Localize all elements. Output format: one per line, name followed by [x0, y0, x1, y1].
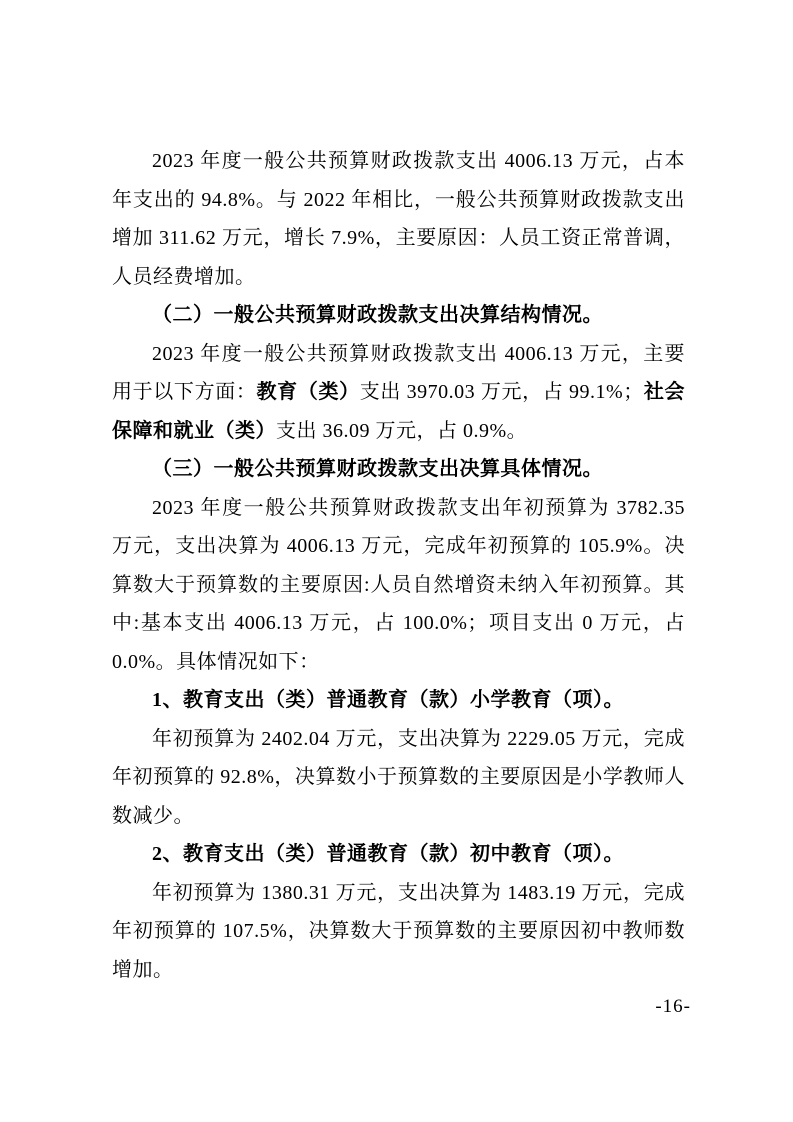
category-social-security-label: 社会保障和就业（类） — [112, 381, 686, 442]
section-heading-detail: （三）一般公共预算财政拨款支出决算具体情况。 — [152, 458, 603, 480]
document-body — [112, 142, 685, 989]
item-heading-junior-education: 2、教育支出（类）普通教育（款）初中教育（项）。 — [152, 843, 624, 865]
category-education-label: 教育（类） — [256, 381, 360, 403]
text-segment: 支出 36.09 万元，占 0.9%。 — [276, 419, 528, 442]
text-segment: 支出 3970.03 万元，占 99.1%； — [359, 381, 644, 403]
item-heading-primary-education: 1、教育支出（类）普通教育（款）小学教育（项）。 — [152, 689, 624, 711]
text-segment: 2023 年度一般公共预算财政拨款支出 4006.13 万元，主要用于以下方面： — [112, 342, 685, 403]
section-heading-structure: （二）一般公共预算财政拨款支出决算结构情况。 — [152, 304, 603, 326]
paragraph-expenditure-overview: 2023 年度一般公共预算财政拨款支出 4006.13 万元，占本年支出的 94.8%。与 2022 年相比，一般公共预算财政拨款支出增加 311.62 万元，增长 7.9%，主要原因：人员工资正常普调，人员经费增加。 — [112, 150, 685, 288]
paragraph-expenditure-structure — [112, 335, 685, 451]
paragraph-primary-education-detail: 年初预算为 2402.04 万元，支出决算为 2229.05 万元，完成年初预算的 92.8%，决算数小于预算数的主要原因是小学教师人数减少。 — [112, 727, 685, 827]
page-number: -16- — [655, 996, 691, 1017]
paragraph-junior-education-detail: 年初预算为 1380.31 万元，支出决算为 1483.19 万元，完成年初预算的 107.5%，决算数大于预算数的主要原因初中教师数增加。 — [112, 881, 685, 981]
paragraph-budget-vs-final: 2023 年度一般公共预算财政拨款支出年初预算为 3782.35 万元，支出决算为 4006.13 万元，完成年初预算的 105.9%。决算数大于预算数的主要原因:人员自然增资未纳入年初预算。其中:基本支出 4006.13 万元，占 100.0%；项目支出 0 万元，占 0.0%。具体情况如下： — [112, 496, 685, 673]
